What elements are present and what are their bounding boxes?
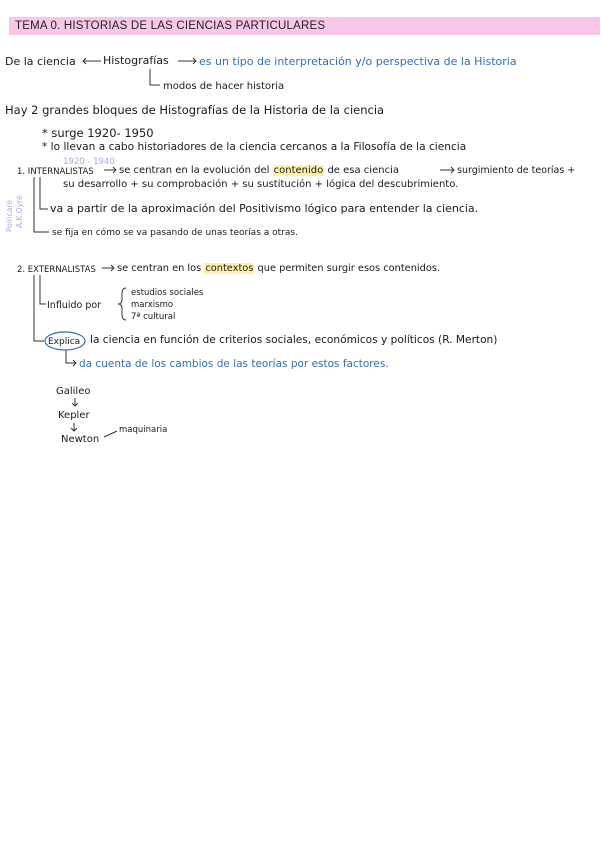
dos-bloques-text: Hay 2 grandes bloques de Histografías de la Historia de la ciencia [5,103,385,117]
definition-histografia: es un tipo de interpretación y/o perspectiva de la Historia [199,55,517,68]
explica-label: Explica [48,337,81,347]
highlight-contextos: contextos [205,263,254,274]
internalistas-desarrollo: su desarrollo + su comprobación + su sustitución + lógica del descubrimiento. [63,179,459,190]
internalistas-t2: de esa ciencia [327,165,399,176]
internalistas-text-1 [119,164,399,177]
externalistas-da-cuenta: da cuenta de los cambios de las teorías por estos factores. [79,358,389,370]
term-histografias: Histografías [103,54,169,67]
heading-de-la-ciencia: De la ciencia [5,55,76,68]
externalistas-t2: que permiten surgir esos contenidos. [257,263,441,274]
internalistas-positivismo: va a partir de la aproximación del Positivismo lógico para entender la ciencia. [50,202,479,215]
internalistas-t1: se centran en la evolución del [119,165,270,176]
bullet-historiadores: * lo llevan a cabo historiadores de la ciencia cercanos a la Filosofía de la ciencia [42,141,467,153]
influencia-cultural: 7ª cultural [131,312,176,322]
chain-galileo: Galileo [56,386,91,397]
side-note-poincare: Poincaré [5,200,14,232]
externalistas-criterios: la ciencia en función de criterios sociales, económicos y políticos (R. Merton) [90,334,498,346]
bullet-surge: * surge 1920- 1950 [42,126,154,140]
externalistas-t1: se centran en los [117,263,202,274]
side-note-koyre: A.K.Oyré [15,195,24,228]
internalistas-dates: 1920 - 1940 [63,157,115,167]
influido-por-label: Influido por [47,300,102,311]
internalistas-teorias: se fija en cómo se va pasando de unas teorías a otras. [52,228,298,238]
externalistas-text-1 [117,262,440,275]
page-title: TEMA 0. HISTORIAS DE LAS CIENCIAS PARTICULARES [9,17,600,35]
modos-hacer-historia: modos de hacer historia [163,81,285,92]
highlight-contenido: contenido [273,165,324,176]
chain-newton: Newton [61,434,100,445]
internalistas-label: 1. INTERNALISTAS [17,167,94,177]
chain-maquinaria: maquinaria [119,425,168,435]
chain-kepler: Kepler [58,410,90,421]
internalistas-surgimiento: surgimiento de teorías + [457,165,576,176]
influencia-marxismo: marxismo [131,300,174,310]
influencia-estudios-sociales: estudios sociales [131,288,204,298]
externalistas-label: 2. EXTERNALISTAS [17,265,96,275]
